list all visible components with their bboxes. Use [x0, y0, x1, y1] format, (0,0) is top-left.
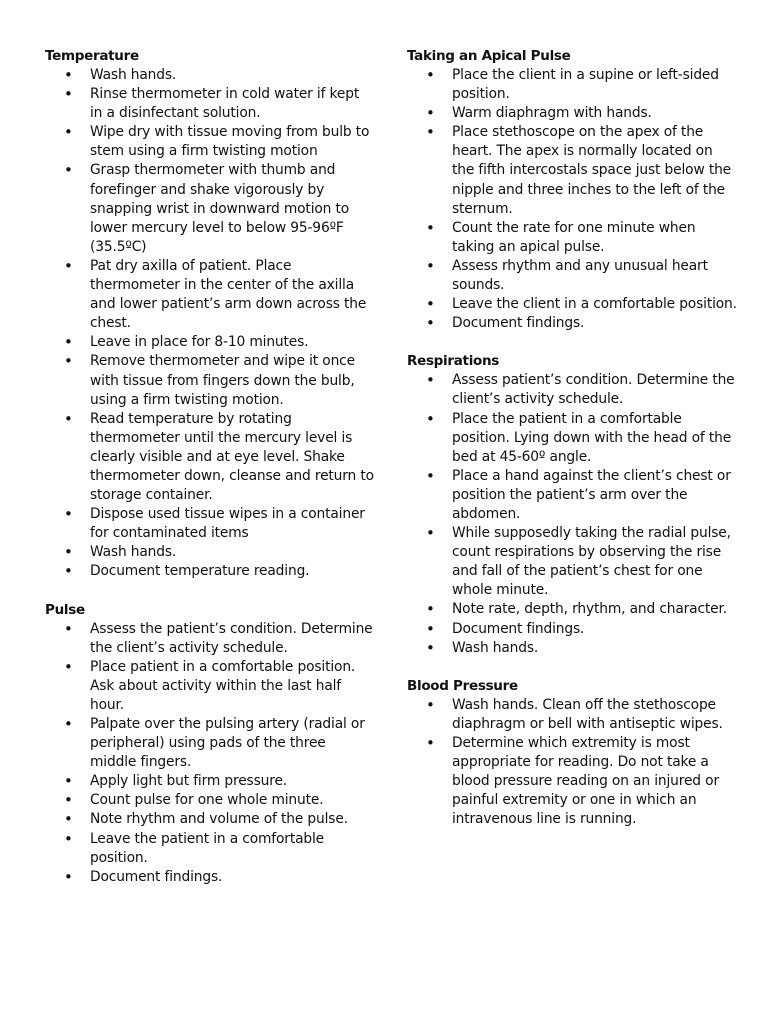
apical-pulse-heading: Taking an Apical Pulse — [407, 48, 571, 64]
list-item: • Wash hands. — [407, 639, 737, 658]
list-item: • Grasp thermometer with thumb and forefinger and shake vigorously by snapping wrist in downward motion to lower mercury level to below 95-96ºF (35.5ºC) — [45, 161, 375, 256]
list-item: • Place the client in a supine or left-sided position. — [407, 66, 737, 104]
list-item: • Leave in place for 8-10 minutes. — [45, 333, 375, 352]
apical-pulse-steps — [407, 66, 737, 333]
list-item: • Leave the client in a comfortable position. — [407, 295, 737, 314]
list-item: • Assess rhythm and any unusual heart sounds. — [407, 257, 737, 295]
pulse-steps — [45, 620, 375, 887]
list-item: • Note rate, depth, rhythm, and character. — [407, 600, 737, 619]
list-item: • Document findings. — [45, 868, 375, 887]
list-item: • Wash hands. — [45, 543, 375, 562]
list-item: • Count pulse for one whole minute. — [45, 791, 375, 810]
list-item: • Palpate over the pulsing artery (radial or peripheral) using pads of the three middle fingers. — [45, 715, 375, 772]
left-column — [45, 47, 375, 906]
list-item: • Place patient in a comfortable position. Ask about activity within the last half hour. — [45, 658, 375, 715]
list-item: • Determine which extremity is most appropriate for reading. Do not take a blood pressure reading on an injured or painful extremity or one in which an intravenous line is running. — [407, 734, 737, 829]
temperature-steps — [45, 66, 375, 582]
pulse-heading: Pulse — [45, 601, 85, 618]
right-column — [407, 47, 737, 848]
list-item: • Note rhythm and volume of the pulse. — [45, 810, 375, 829]
apical-pulse-section — [407, 47, 737, 333]
list-item: • Place a hand against the client’s chest or position the patient’s arm over the abdomen. — [407, 467, 737, 524]
list-item: • Place stethoscope on the apex of the heart. The apex is normally located on the fifth intercostals space just below the nipple and three inches to the left of the sternum. — [407, 123, 737, 218]
blood-pressure-steps — [407, 696, 737, 830]
list-item: • Assess the patient’s condition. Determine the client’s activity schedule. — [45, 620, 375, 658]
list-item: • Read temperature by rotating thermometer until the mercury level is clearly visible and at eye level. Shake thermometer down, cleanse and return to storage container. — [45, 410, 375, 505]
list-item: • Warm diaphragm with hands. — [407, 104, 737, 123]
temperature-heading: Temperature — [45, 48, 139, 64]
pulse-section — [45, 601, 375, 887]
list-item: • Remove thermometer and wipe it once with tissue from fingers down the bulb, using a firm twisting motion. — [45, 352, 375, 409]
list-item: • Dispose used tissue wipes in a container for contaminated items — [45, 505, 375, 543]
list-item: • Document findings. — [407, 314, 737, 333]
list-item: • Leave the patient in a comfortable position. — [45, 830, 375, 868]
blood-pressure-heading: Blood Pressure — [407, 677, 518, 694]
temperature-section — [45, 47, 375, 582]
list-item: • Place the patient in a comfortable position. Lying down with the head of the bed at 45-60º angle. — [407, 410, 737, 467]
respirations-steps — [407, 371, 737, 657]
respirations-heading: Respirations — [407, 353, 500, 370]
list-item: • Count the rate for one minute when taking an apical pulse. — [407, 219, 737, 257]
list-item: • Wash hands. Clean off the stethoscope diaphragm or bell with antiseptic wipes. — [407, 696, 737, 734]
list-item: • Apply light but firm pressure. — [45, 772, 375, 791]
list-item: • Assess patient’s condition. Determine the client’s activity schedule. — [407, 371, 737, 409]
list-item: • Wash hands. — [45, 66, 375, 85]
list-item: • While supposedly taking the radial pulse, count respirations by observing the rise and fall of the patient’s chest for one whole minute. — [407, 524, 737, 600]
blood-pressure-section — [407, 677, 737, 830]
list-item: • Document temperature reading. — [45, 562, 375, 581]
list-item: • Wipe dry with tissue moving from bulb to stem using a firm twisting motion — [45, 123, 375, 161]
list-item: • Rinse thermometer in cold water if kept in a disinfectant solution. — [45, 85, 375, 123]
list-item: • Document findings. — [407, 620, 737, 639]
respirations-section — [407, 352, 737, 657]
list-item: • Pat dry axilla of patient. Place thermometer in the center of the axilla and lower patient’s arm down across the chest. — [45, 257, 375, 333]
